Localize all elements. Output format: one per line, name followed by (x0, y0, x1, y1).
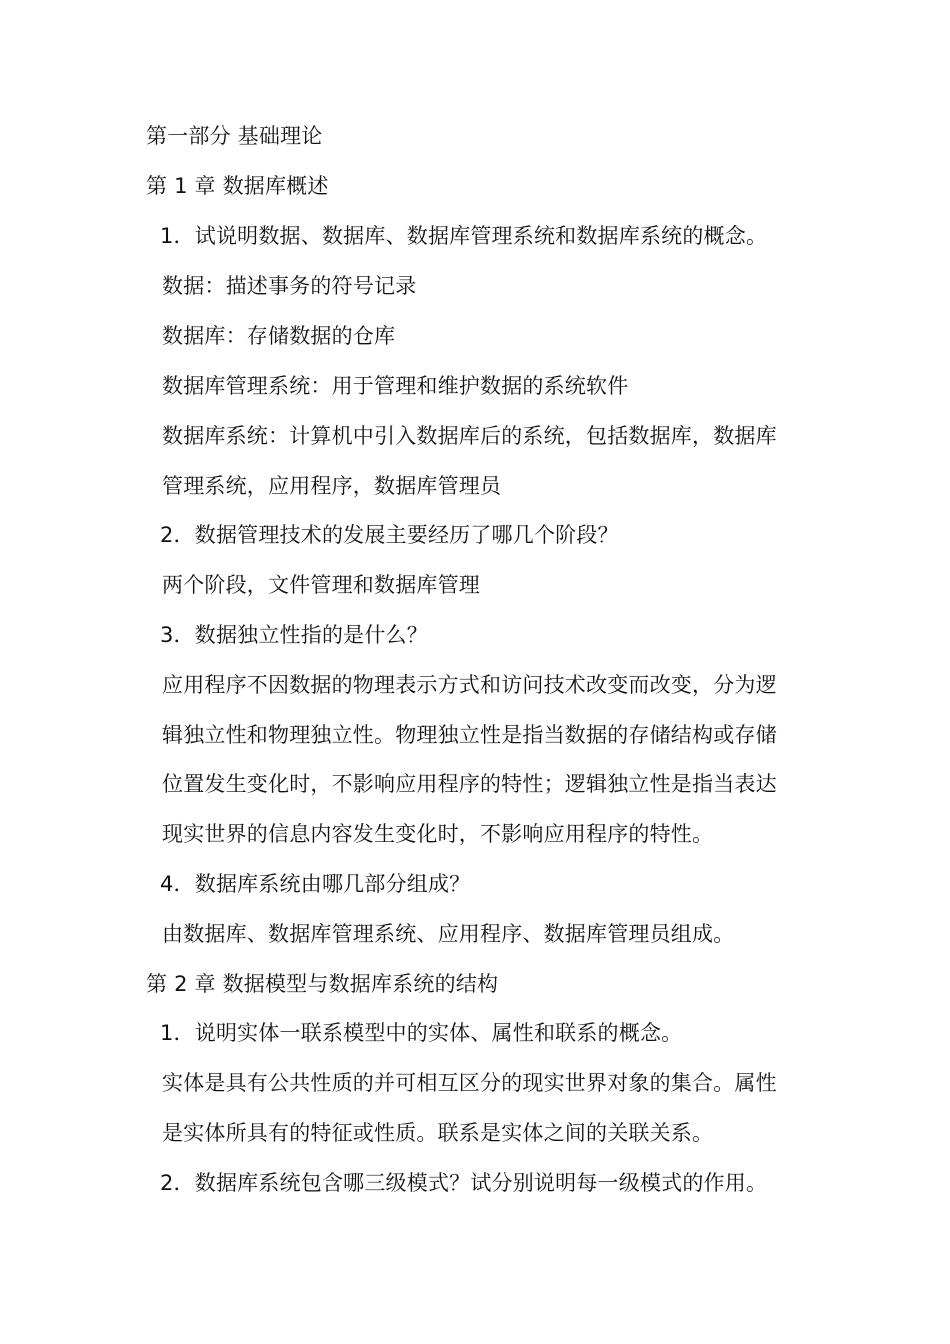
ch1-question-3: 3．数据独立性指的是什么？ (160, 623, 428, 647)
ch1-answer-3-line-4: 现实世界的信息内容发生变化时，不影响应用程序的特性。 (162, 822, 714, 846)
ch2-answer-1-line-1: 实体是具有公共性质的并可相互区分的现实世界对象的集合。属性 (162, 1071, 777, 1095)
ch1-answer-3-line-1: 应用程序不因数据的物理表示方式和访问技术改变而改变，分为逻 (162, 673, 777, 697)
ch1-answer-3-line-3: 位置发生变化时，不影响应用程序的特性；逻辑独立性是指当表达 (162, 772, 777, 796)
ch2-question-2: 2．数据库系统包含哪三级模式？试分别说明每一级模式的作用。 (160, 1171, 768, 1195)
ch2-question-1: 1．说明实体一联系模型中的实体、属性和联系的概念。 (160, 1021, 683, 1045)
ch1-question-4: 4．数据库系统由哪几部分组成？ (160, 872, 471, 896)
chapter-2-title: 第 2 章 数据模型与数据库系统的结构 (146, 972, 499, 996)
ch1-answer-1-line-5: 管理系统，应用程序，数据库管理员 (162, 474, 502, 498)
ch1-answer-1-line-4: 数据库系统：计算机中引入数据库后的系统，包括数据库，数据库 (162, 424, 777, 448)
ch1-question-1: 1．试说明数据、数据库、数据库管理系统和数据库系统的概念。 (160, 224, 768, 248)
part-title: 第一部分 基础理论 (146, 124, 323, 148)
ch1-question-2: 2．数据管理技术的发展主要经历了哪几个阶段？ (160, 523, 619, 547)
ch1-answer-1-line-1: 数据：描述事务的符号记录 (162, 274, 417, 298)
ch1-answer-4-line-1: 由数据库、数据库管理系统、应用程序、数据库管理员组成。 (162, 922, 735, 946)
ch1-answer-1-line-2: 数据库：存储数据的仓库 (162, 324, 396, 348)
ch1-answer-3-line-2: 辑独立性和物理独立性。物理独立性是指当数据的存储结构或存储 (162, 723, 777, 747)
chapter-1-title: 第 1 章 数据库概述 (146, 174, 329, 198)
ch1-answer-1-line-3: 数据库管理系统：用于管理和维护数据的系统软件 (162, 374, 629, 398)
ch1-answer-2-line-1: 两个阶段，文件管理和数据库管理 (162, 573, 480, 597)
ch2-answer-1-line-2: 是实体所具有的特征或性质。联系是实体之间的关联关系。 (162, 1121, 714, 1145)
